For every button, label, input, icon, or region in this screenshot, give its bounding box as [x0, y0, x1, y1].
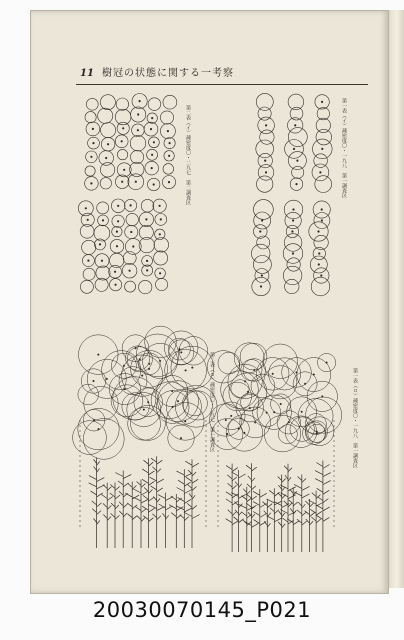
caption-top-left: 第二表（イ）疎密度〇・二九七 第二調査区	[185, 105, 191, 205]
figure-top-right-crowns	[251, 93, 332, 295]
caption-bottom-middle: 第二表（ロ）疎密度〇・二九七 第一調査区	[209, 352, 215, 452]
tree-profile-left	[80, 420, 206, 548]
page-title: 樹冠の状態に関する一考察	[102, 68, 234, 79]
caption-bottom-right: 第一表（ロ）疎密度〇・一九八 第一調査区	[352, 368, 358, 468]
tree-profile-right	[218, 420, 334, 552]
caption-top-right: 第一表（イ）疎密度〇・一九八 第一調査区	[341, 98, 347, 198]
figure-bottom-right-crowns	[207, 343, 342, 452]
image-id-label: 20030070145_P021	[92, 598, 312, 622]
figure-top-left-crowns	[78, 94, 177, 294]
page-number: 11	[80, 68, 94, 79]
figure-bottom-left-crowns	[73, 326, 218, 459]
